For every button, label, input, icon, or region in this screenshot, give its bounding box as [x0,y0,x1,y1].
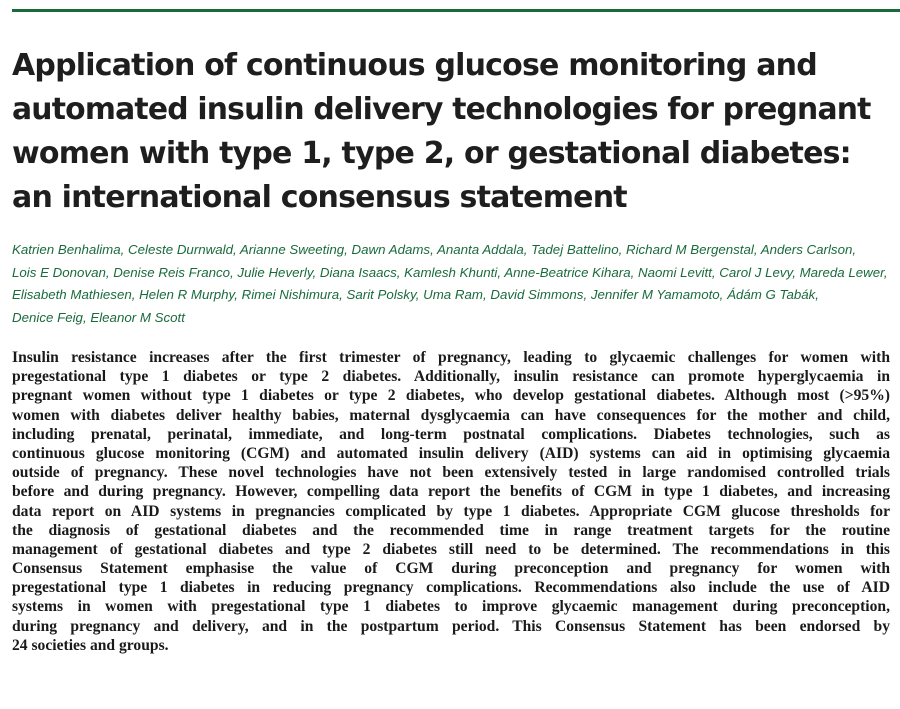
abstract-line: outside of pregnancy. These novel technologies have not been extensively tested in large randomised controlled trials [12,464,890,482]
author-line: Lois E Donovan, Denise Reis Franco, Julie Heverly, Diana Isaacs, Kamlesh Khunti, Anne-Beatrice Kihara, Naomi Levitt, Carol J Levy, Mareda Lewer, [12,264,888,280]
abstract-line: Insulin resistance increases after the first trimester of pregnancy, leading to glycaemic challenges for women with [12,349,890,366]
title-line: an international consensus statement [12,180,627,215]
article-title [12,44,872,220]
abstract-line: management of gestational diabetes and type 2 diabetes still need to be determined. The recommendations in this [12,540,890,558]
title-line: Application of continuous glucose monitoring and [12,48,817,83]
abstract-line: systems in women with pregestational type 1 diabetes to improve glycaemic management during preconception, [12,598,890,616]
author-line: Katrien Benhalima, Celeste Durnwald, Arianne Sweeting, Dawn Adams, Ananta Addala, Tadej Battelino, Richard M Bergenstal, Anders Carlson, [12,242,857,257]
abstract-line: women with diabetes deliver healthy babies, maternal dysglycaemia can have consequences for the mother and child, [12,406,890,424]
abstract-line: pregestational type 1 diabetes or type 2 diabetes. Additionally, insulin resistance can promote hyperglycaemia in [12,368,890,386]
abstract-line: pregestational type 1 diabetes in reducing pregnancy complications. Recommendations also include the use of AID [12,579,890,597]
author-line: Denice Feig, Eleanor M Scott [12,309,185,325]
abstract [12,348,890,655]
abstract-line: including prenatal, perinatal, immediate, and long-term postnatal complications. Diabetes technologies, such as [12,425,890,443]
author-line: Elisabeth Mathiesen, Helen R Murphy, Rimei Nishimura, Sarit Polsky, Uma Ram, David Simmons, Jennifer M Yamamoto, Ádám G Tabák, [12,287,819,303]
title-line: women with type 1, type 2, or gestational diabetes: [12,136,851,171]
title-line: automated insulin delivery technologies for pregnant [12,92,871,127]
abstract-line: data report on AID systems in pregnancies complicated by type 1 diabetes. Appropriate CGM glucose thresholds for [12,502,890,520]
top-rule [12,9,900,12]
author-list [12,239,892,329]
abstract-line: Consensus Statement emphasise the value of CGM during preconception and pregnancy for women with [12,560,890,578]
abstract-line: pregnant women without type 1 diabetes or type 2 diabetes, who develop gestational diabetes. Although most (>95%) [12,387,890,405]
abstract-line: continuous glucose monitoring (CGM) and automated insulin delivery (AID) systems can aid in optimising glycaemia [12,444,890,462]
abstract-line: during pregnancy and delivery, and in the postpartum period. This Consensus Statement has been endorsed by [12,617,890,635]
abstract-line: before and during pregnancy. However, compelling data report the benefits of CGM in type 1 diabetes, and increasing [12,483,890,501]
abstract-line: 24 societies and groups. [12,636,169,654]
abstract-line: the diagnosis of gestational diabetes and the recommended time in range treatment targets for the routine [12,521,890,539]
